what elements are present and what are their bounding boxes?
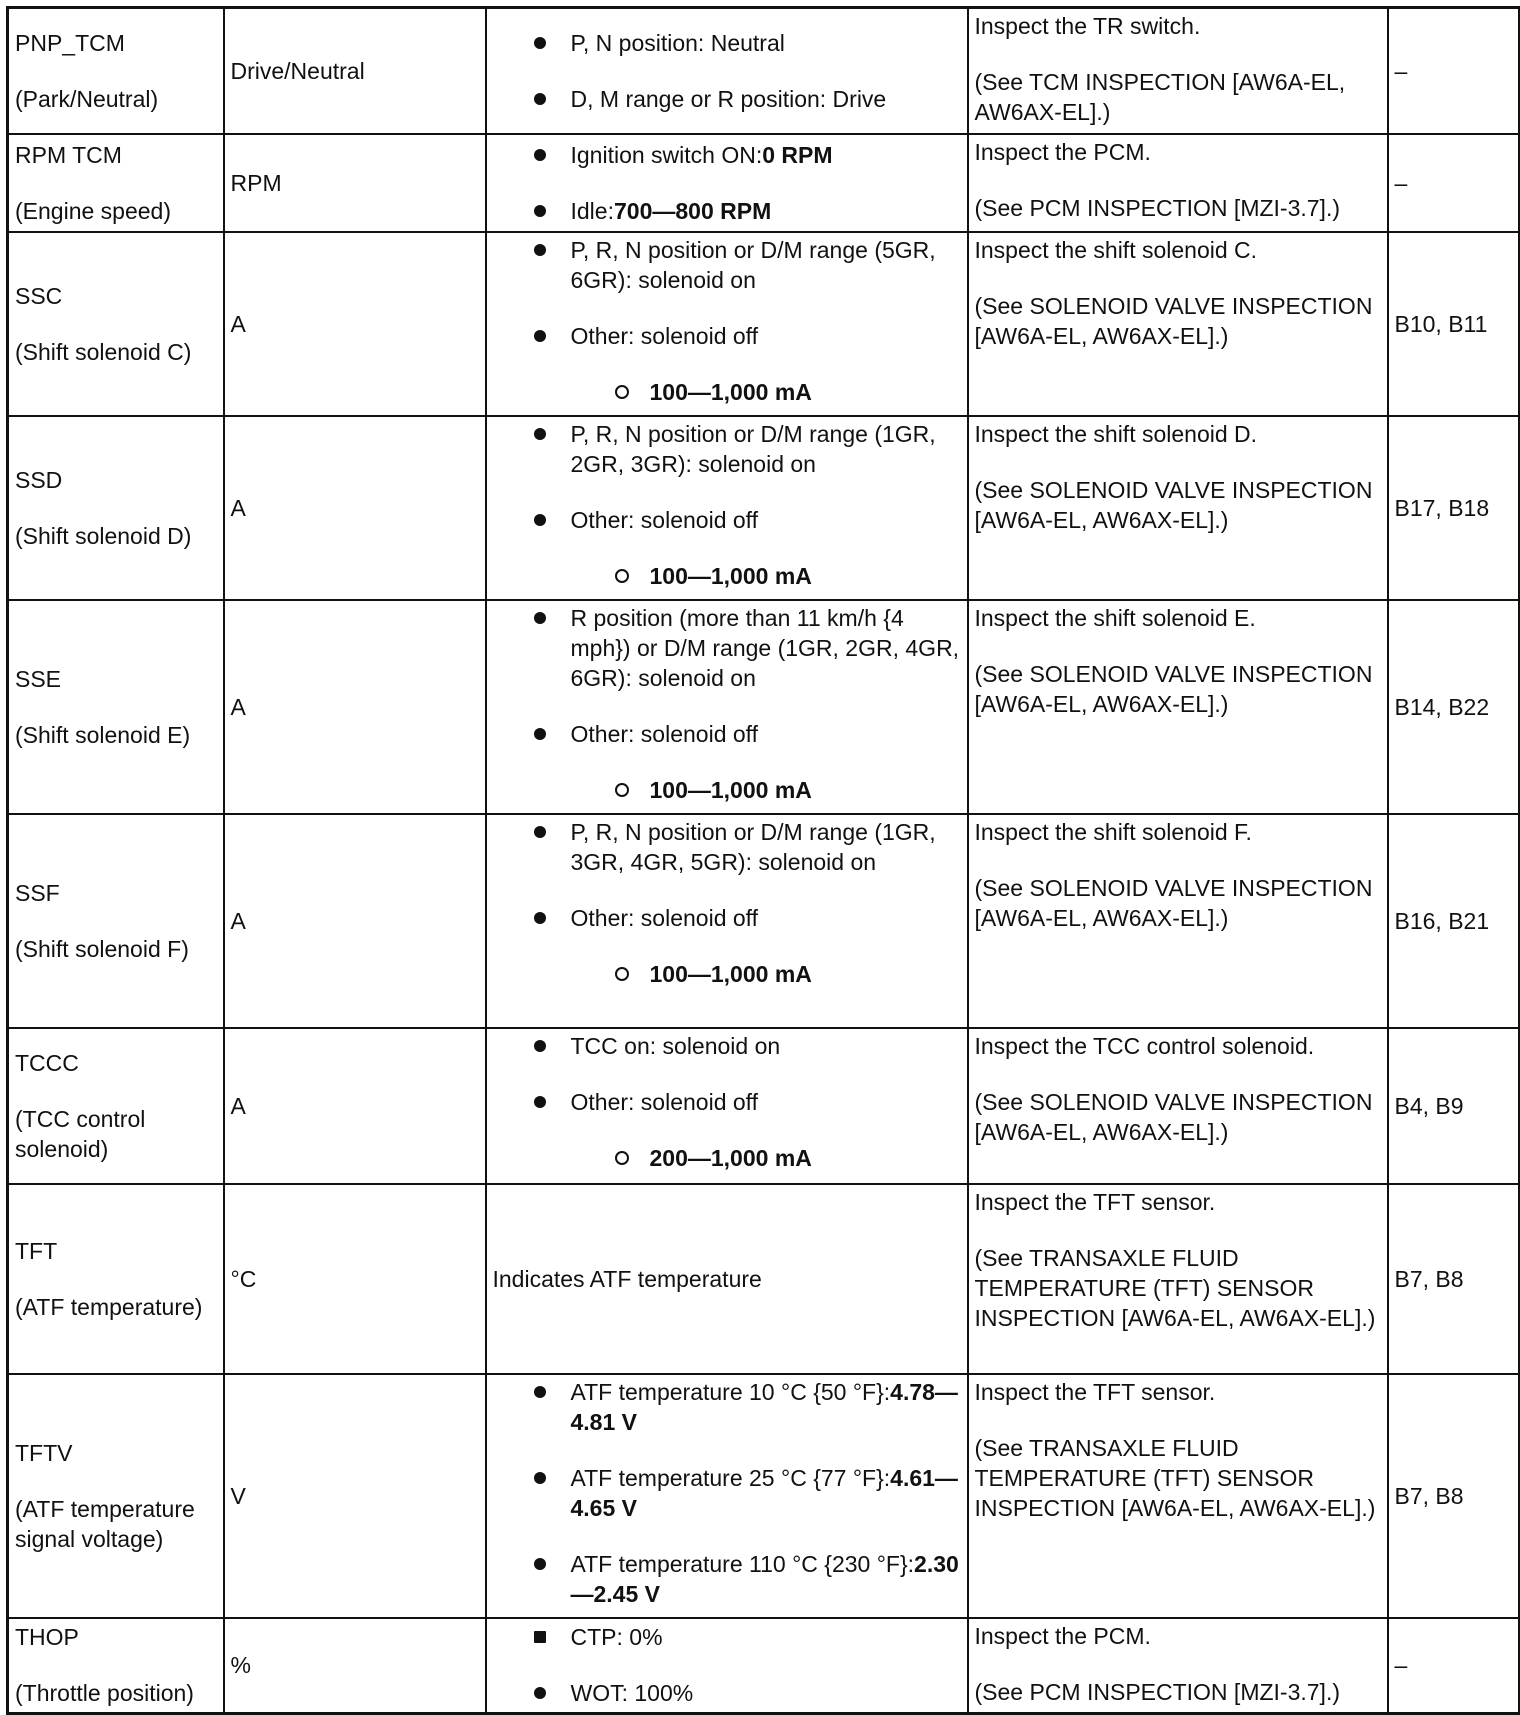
monitor-item-cell [8, 1374, 224, 1618]
spec-value: 100—1,000 mA [493, 959, 961, 989]
spec-value: 100—1,000 mA [493, 377, 961, 407]
monitor-item-name: PNP_TCM [15, 29, 125, 56]
monitor-item-cell [8, 134, 224, 232]
unit-cell: % [224, 1618, 486, 1714]
monitor-item-name: TFT [15, 1237, 58, 1264]
condition-bullet: Idle:700—800 RPM [493, 196, 961, 226]
condition-cell [486, 600, 968, 814]
monitor-item-description: (Throttle position) [15, 1680, 194, 1707]
monitor-item-cell [8, 416, 224, 600]
condition-cell [486, 1374, 968, 1618]
action-text: Inspect the shift solenoid E. [974, 604, 1256, 631]
table-row [8, 1618, 1520, 1714]
reference-link[interactable]: (See SOLENOID VALVE INSPECTION [AW6A-EL, AW6AX-EL].) [974, 874, 1373, 931]
action-text: Inspect the shift solenoid F. [974, 818, 1252, 845]
reference-link[interactable]: (See TRANSAXLE FLUID TEMPERATURE (TFT) SENSOR INSPECTION [AW6A-EL, AW6AX-EL].) [974, 1434, 1376, 1521]
action-cell [968, 1184, 1388, 1374]
table-row [8, 1028, 1520, 1184]
condition-cell: Indicates ATF temperature [486, 1184, 968, 1374]
monitor-item-cell [8, 1028, 224, 1184]
action-text: Inspect the PCM. [974, 1622, 1151, 1649]
action-text: Inspect the PCM. [974, 138, 1151, 165]
condition-bullet: TCC on: solenoid on [493, 1031, 961, 1061]
condition-bullet: ATF temperature 10 °C {50 °F}:4.78—4.81 V [493, 1377, 961, 1437]
monitor-item-name: SSF [15, 879, 60, 906]
condition-bullet: ATF temperature 110 °C {230 °F}:2.30—2.45 V [493, 1549, 961, 1609]
reference-link[interactable]: (See SOLENOID VALVE INSPECTION [AW6A-EL, AW6AX-EL].) [974, 292, 1373, 349]
table-row [8, 814, 1520, 1028]
monitor-item-description: (Shift solenoid E) [15, 721, 191, 748]
action-text: Inspect the TFT sensor. [974, 1188, 1216, 1215]
monitor-item-description: (Park/Neutral) [15, 85, 159, 112]
terminal-cell: – [1388, 8, 1520, 134]
monitor-item-description: (Shift solenoid F) [15, 935, 189, 962]
monitor-item-description: (Shift solenoid D) [15, 522, 192, 549]
action-text: Inspect the shift solenoid C. [974, 236, 1258, 263]
terminal-cell: – [1388, 1618, 1520, 1714]
action-cell [968, 134, 1388, 232]
monitor-item-name: TFTV [15, 1439, 73, 1466]
condition-bullet: D, M range or R position: Drive [493, 84, 961, 114]
condition-cell [486, 232, 968, 416]
table-row [8, 1374, 1520, 1618]
terminal-cell: B16, B21 [1388, 814, 1520, 1028]
action-cell [968, 1374, 1388, 1618]
monitor-item-cell [8, 1184, 224, 1374]
unit-cell: A [224, 814, 486, 1028]
condition-bullet: CTP: 0% [493, 1622, 961, 1652]
condition-bullet: Other: solenoid off [493, 903, 961, 933]
condition-cell [486, 416, 968, 600]
action-cell [968, 232, 1388, 416]
reference-link[interactable]: (See PCM INSPECTION [MZI-3.7].) [974, 194, 1340, 221]
action-text: Inspect the TCC control solenoid. [974, 1032, 1315, 1059]
condition-bullet: P, R, N position or D/M range (1GR, 2GR, 3GR): solenoid on [493, 419, 961, 479]
terminal-cell: B7, B8 [1388, 1184, 1520, 1374]
monitor-item-description: (Engine speed) [15, 197, 171, 224]
unit-cell: Drive/Neutral [224, 8, 486, 134]
unit-cell: A [224, 232, 486, 416]
spec-value: 100—1,000 mA [493, 775, 961, 805]
table-row [8, 1184, 1520, 1374]
reference-link[interactable]: (See SOLENOID VALVE INSPECTION [AW6A-EL, AW6AX-EL].) [974, 476, 1373, 533]
monitor-item-name: SSD [15, 466, 63, 493]
condition-cell [486, 134, 968, 232]
reference-link[interactable]: (See PCM INSPECTION [MZI-3.7].) [974, 1678, 1340, 1705]
reference-link[interactable]: (See TRANSAXLE FLUID TEMPERATURE (TFT) SENSOR INSPECTION [AW6A-EL, AW6AX-EL].) [974, 1244, 1376, 1331]
condition-bullet: Other: solenoid off [493, 1087, 961, 1117]
condition-bullet: Ignition switch ON:0 RPM [493, 140, 961, 170]
monitor-item-description: (TCC control solenoid) [15, 1105, 146, 1162]
action-text: Inspect the TFT sensor. [974, 1378, 1216, 1405]
unit-cell: A [224, 416, 486, 600]
unit-cell: °C [224, 1184, 486, 1374]
terminal-cell: B4, B9 [1388, 1028, 1520, 1184]
reference-link[interactable]: (See SOLENOID VALVE INSPECTION [AW6A-EL, AW6AX-EL].) [974, 660, 1373, 717]
action-cell [968, 1028, 1388, 1184]
monitor-item-description: (ATF temperature signal voltage) [15, 1495, 195, 1552]
unit-cell: A [224, 600, 486, 814]
condition-cell [486, 814, 968, 1028]
monitor-item-cell [8, 814, 224, 1028]
reference-link[interactable]: (See SOLENOID VALVE INSPECTION [AW6A-EL, AW6AX-EL].) [974, 1088, 1373, 1145]
spec-value: 200—1,000 mA [493, 1143, 961, 1173]
reference-link[interactable]: (See TCM INSPECTION [AW6A-EL, AW6AX-EL].) [974, 69, 1346, 125]
action-cell [968, 416, 1388, 600]
monitor-item-description: (Shift solenoid C) [15, 338, 192, 365]
table-row [8, 8, 1520, 134]
table-row [8, 134, 1520, 232]
action-cell [968, 8, 1388, 134]
monitor-item-cell [8, 232, 224, 416]
unit-cell: A [224, 1028, 486, 1184]
terminal-cell: – [1388, 134, 1520, 232]
terminal-cell: B14, B22 [1388, 600, 1520, 814]
action-text: Inspect the shift solenoid D. [974, 420, 1258, 447]
condition-cell [486, 1028, 968, 1184]
monitor-item-name: TCCC [15, 1049, 79, 1076]
condition-cell [486, 8, 968, 134]
monitor-item-cell [8, 600, 224, 814]
condition-cell [486, 1618, 968, 1714]
unit-cell: RPM [224, 134, 486, 232]
table-row [8, 232, 1520, 416]
spec-value: 100—1,000 mA [493, 561, 961, 591]
condition-bullet: Other: solenoid off [493, 505, 961, 535]
condition-bullet: P, N position: Neutral [493, 28, 961, 58]
condition-bullet: ATF temperature 25 °C {77 °F}:4.61—4.65 V [493, 1463, 961, 1523]
monitor-item-name: RPM TCM [15, 141, 122, 168]
condition-bullet: Other: solenoid off [493, 321, 961, 351]
terminal-cell: B7, B8 [1388, 1374, 1520, 1618]
condition-bullet: R position (more than 11 km/h {4 mph}) or D/M range (1GR, 2GR, 4GR, 6GR): solenoid on [493, 603, 961, 693]
condition-bullet: P, R, N position or D/M range (1GR, 3GR, 4GR, 5GR): solenoid on [493, 817, 961, 877]
monitor-items-table [6, 6, 1520, 1715]
action-cell [968, 1618, 1388, 1714]
action-cell [968, 814, 1388, 1028]
condition-bullet: P, R, N position or D/M range (5GR, 6GR): solenoid on [493, 235, 961, 295]
monitor-item-cell [8, 8, 224, 134]
table-row [8, 416, 1520, 600]
table-row [8, 600, 1520, 814]
unit-cell: V [224, 1374, 486, 1618]
monitor-item-name: THOP [15, 1624, 79, 1651]
condition-bullet: Other: solenoid off [493, 719, 961, 749]
action-cell [968, 600, 1388, 814]
action-text: Inspect the TR switch. [974, 13, 1201, 39]
monitor-item-description: (ATF temperature) [15, 1293, 203, 1320]
terminal-cell: B17, B18 [1388, 416, 1520, 600]
monitor-item-name: SSC [15, 282, 63, 309]
condition-bullet: WOT: 100% [493, 1678, 961, 1708]
monitor-item-cell [8, 1618, 224, 1714]
monitor-item-name: SSE [15, 665, 62, 692]
terminal-cell: B10, B11 [1388, 232, 1520, 416]
